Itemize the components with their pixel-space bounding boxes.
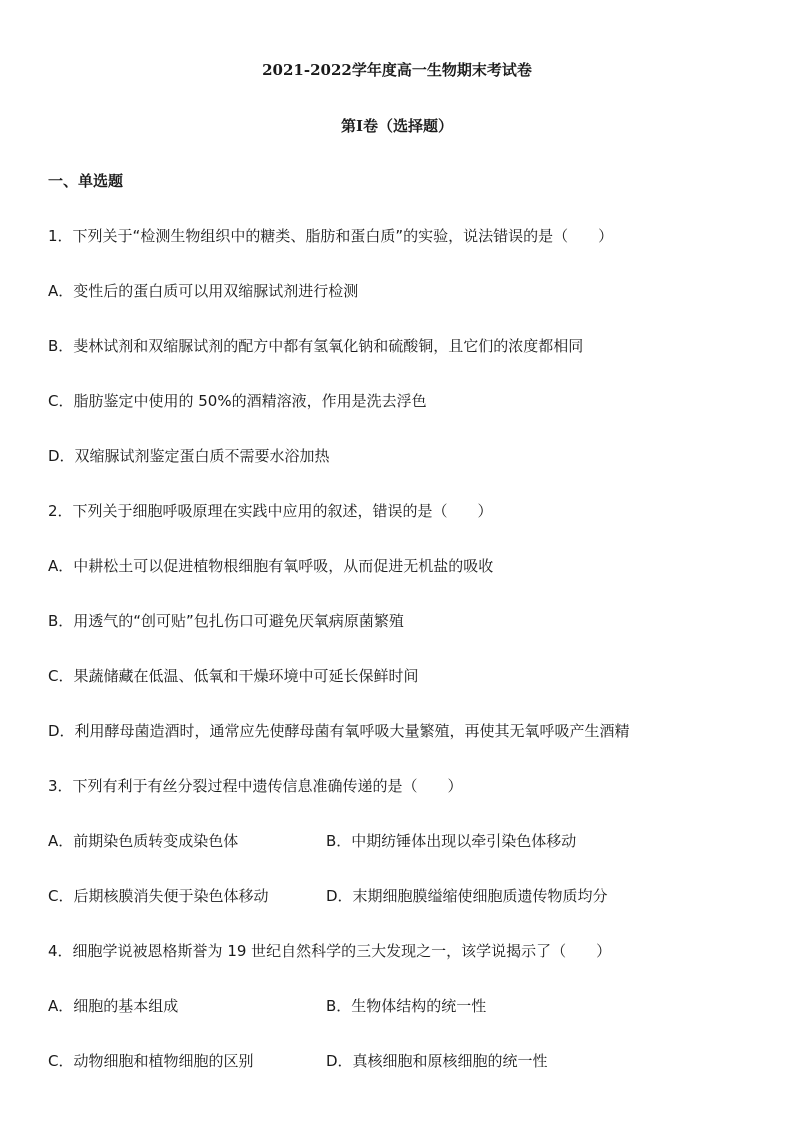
section-heading: 一、单选题 [48,172,124,190]
option-item: C．果蔬储藏在低温、低氧和干燥环境中可延长保鲜时间 [48,667,419,685]
option-item: C．后期核膜消失便于染色体移动 [48,887,269,905]
option-item: D．利用酵母菌造酒时，通常应先使酵母菌有氧呼吸大量繁殖，再使其无氧呼吸产生酒精 [48,722,630,740]
option-item: A．变性后的蛋白质可以用双缩脲试剂进行检测 [48,282,359,300]
question-stem: 4．细胞学说被恩格斯誉为 19 世纪自然科学的三大发现之一，该学说揭示了（ ） [48,942,612,960]
option-item: D．真核细胞和原核细胞的统一性 [326,1052,548,1070]
volume-title: 第I卷（选择题） [340,117,454,135]
option-item: B．生物体结构的统一性 [326,997,487,1015]
option-item: C．脂肪鉴定中使用的 50%的酒精溶液，作用是洗去浮色 [48,392,427,410]
exam-title: 2021-2022学年度高一生物期末考试卷 [262,61,532,79]
question-stem: 2．下列关于细胞呼吸原理在实践中应用的叙述，错误的是（ ） [48,502,493,520]
option-item: C．动物细胞和植物细胞的区别 [48,1052,254,1070]
question-stem: 1．下列关于“检测生物组织中的糖类、脂肪和蛋白质”的实验，说法错误的是（ ） [48,227,614,245]
option-item: A．前期染色质转变成染色体 [48,832,239,850]
option-item: B．斐林试剂和双缩脲试剂的配方中都有氢氧化钠和硫酸铜，且它们的浓度都相同 [48,337,584,355]
option-item: A．中耕松土可以促进植物根细胞有氧呼吸，从而促进无机盐的吸收 [48,557,494,575]
option-item: D．末期细胞膜缢缩使细胞质遗传物质均分 [326,887,608,905]
option-item: D．双缩脲试剂鉴定蛋白质不需要水浴加热 [48,447,330,465]
option-item: B．中期纺锤体出现以牵引染色体移动 [326,832,577,850]
question-stem: 3．下列有利于有丝分裂过程中遗传信息准确传递的是（ ） [48,777,463,795]
option-item: B．用透气的“创可贴”包扎伤口可避免厌氧病原菌繁殖 [48,612,404,630]
option-item: A．细胞的基本组成 [48,997,179,1015]
